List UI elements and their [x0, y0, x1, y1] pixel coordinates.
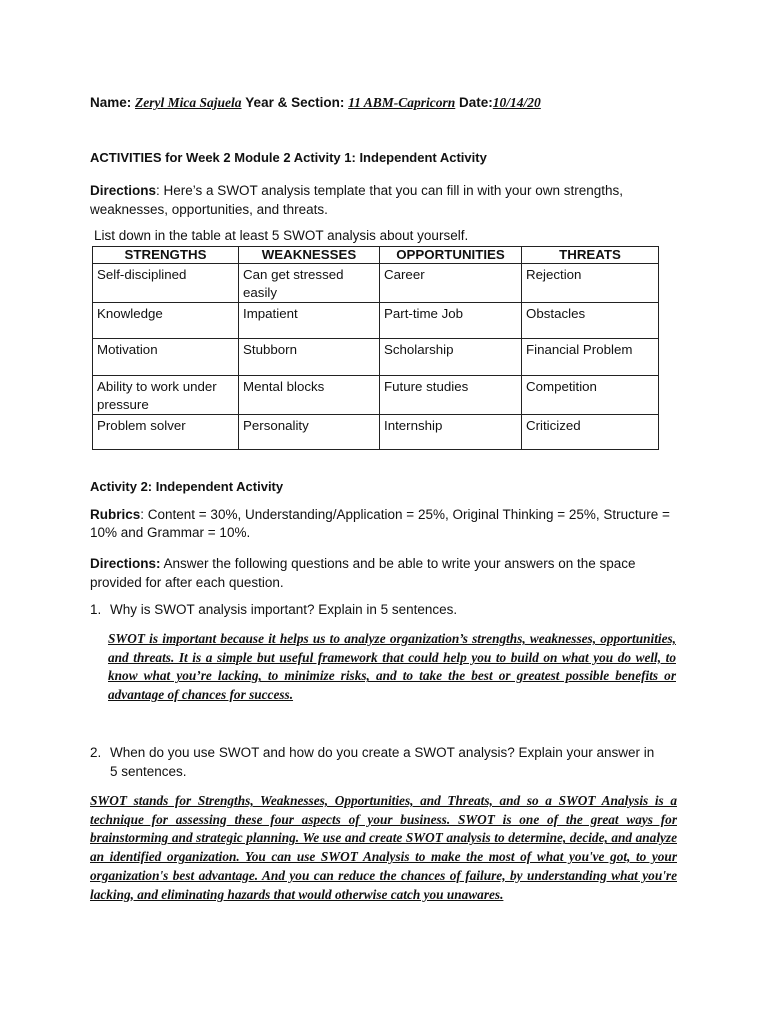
table-row — [93, 303, 659, 339]
activity1-directions — [90, 181, 660, 219]
table-cell: Stubborn — [239, 339, 380, 376]
table-cell: Future studies — [380, 376, 522, 415]
table-cell: Personality — [239, 415, 380, 450]
table-cell: Mental blocks — [239, 376, 380, 415]
rubrics — [90, 506, 670, 542]
table-cell: Part-time Job — [380, 303, 522, 339]
question-number: 1. — [90, 602, 102, 617]
name-label: Name: — [90, 95, 132, 110]
directions-label: Directions: — [90, 556, 161, 571]
swot-table — [92, 246, 659, 450]
table-cell: Criticized — [522, 415, 659, 450]
table-cell: Self-disciplined — [93, 264, 239, 303]
question-2 — [90, 743, 680, 781]
directions-text: Answer the following questions and be able to write your answers on the space provided for after each question. — [90, 556, 636, 590]
table-cell: Obstacles — [522, 303, 659, 339]
table-cell: Financial Problem — [522, 339, 659, 376]
section-value: 11 ABM-Capricorn — [348, 95, 456, 110]
table-cell: Career — [380, 264, 522, 303]
section-label: Year & Section: — [245, 95, 345, 110]
question-text-continued: 5 sentences. — [110, 764, 187, 779]
table-cell: Problem solver — [93, 415, 239, 450]
header-opportunities: OPPORTUNITIES — [380, 247, 522, 264]
list-instruction: List down in the table at least 5 SWOT analysis about yourself. — [94, 228, 469, 243]
activity2-title: Activity 2: Independent Activity — [90, 479, 284, 494]
activity1-title: ACTIVITIES for Week 2 Module 2 Activity 1: Independent Activity — [90, 150, 487, 165]
directions-text: : Here’s a SWOT analysis template that you can fill in with your own strengths, weaknesses, opportunities, and threats. — [90, 183, 623, 217]
question-1 — [90, 602, 680, 617]
question-text: Why is SWOT analysis important? Explain in 5 sentences. — [110, 602, 458, 617]
answer-2: SWOT stands for Strengths, Weaknesses, Opportunities, and Threats, and so a SWOT Analysis is a technique for assessing these four aspects of your business. SWOT is one of the great ways for brainstorming and strategic planning. We use and create SWOT analysis to determine, decide, and analyze an identified organization. You can use SWOT Analysis to make the most of what you've got, to your organization's best advantage. And you can reduce the chances of failure, by understanding what you're lacking, and eliminating hazards that would otherwise catch you unawares. — [90, 793, 677, 902]
activity2-directions — [90, 554, 670, 592]
rubrics-text: : Content = 30%, Understanding/Application = 25%, Original Thinking = 25%, Structure = 10% and Grammar = 10%. — [90, 507, 670, 540]
table-row — [93, 415, 659, 450]
name-value: Zeryl Mica Sajuela — [135, 95, 242, 110]
directions-label: Directions — [90, 183, 157, 198]
question-number: 2. — [90, 745, 102, 760]
table-row — [93, 376, 659, 415]
student-info-line — [90, 95, 541, 111]
rubrics-label: Rubrics — [90, 507, 141, 522]
header-threats: THREATS — [522, 247, 659, 264]
table-cell: Rejection — [522, 264, 659, 303]
table-header-row — [93, 247, 659, 264]
table-row — [93, 264, 659, 303]
table-row — [93, 339, 659, 376]
date-label: Date: — [459, 95, 493, 110]
table-cell: Motivation — [93, 339, 239, 376]
header-strengths: STRENGTHS — [93, 247, 239, 264]
table-cell: Internship — [380, 415, 522, 450]
table-cell: Ability to work under pressure — [93, 376, 239, 415]
date-value: 10/14/20 — [492, 95, 541, 110]
answer-1: SWOT is important because it helps us to analyze organization’s strengths, weaknesses, opportunities, and threats. It is a simple but useful framework that could help you to build on what you do well, to know what you’re lacking, to minimize risks, and to take the best or greatest possible benefits or advantage of chances for success. — [108, 631, 676, 703]
table-cell: Can get stressed easily — [239, 264, 380, 303]
table-cell: Scholarship — [380, 339, 522, 376]
table-cell: Impatient — [239, 303, 380, 339]
table-cell: Knowledge — [93, 303, 239, 339]
header-weaknesses: WEAKNESSES — [239, 247, 380, 264]
question-text: When do you use SWOT and how do you create a SWOT analysis? Explain your answer in — [110, 745, 655, 760]
table-cell: Competition — [522, 376, 659, 415]
